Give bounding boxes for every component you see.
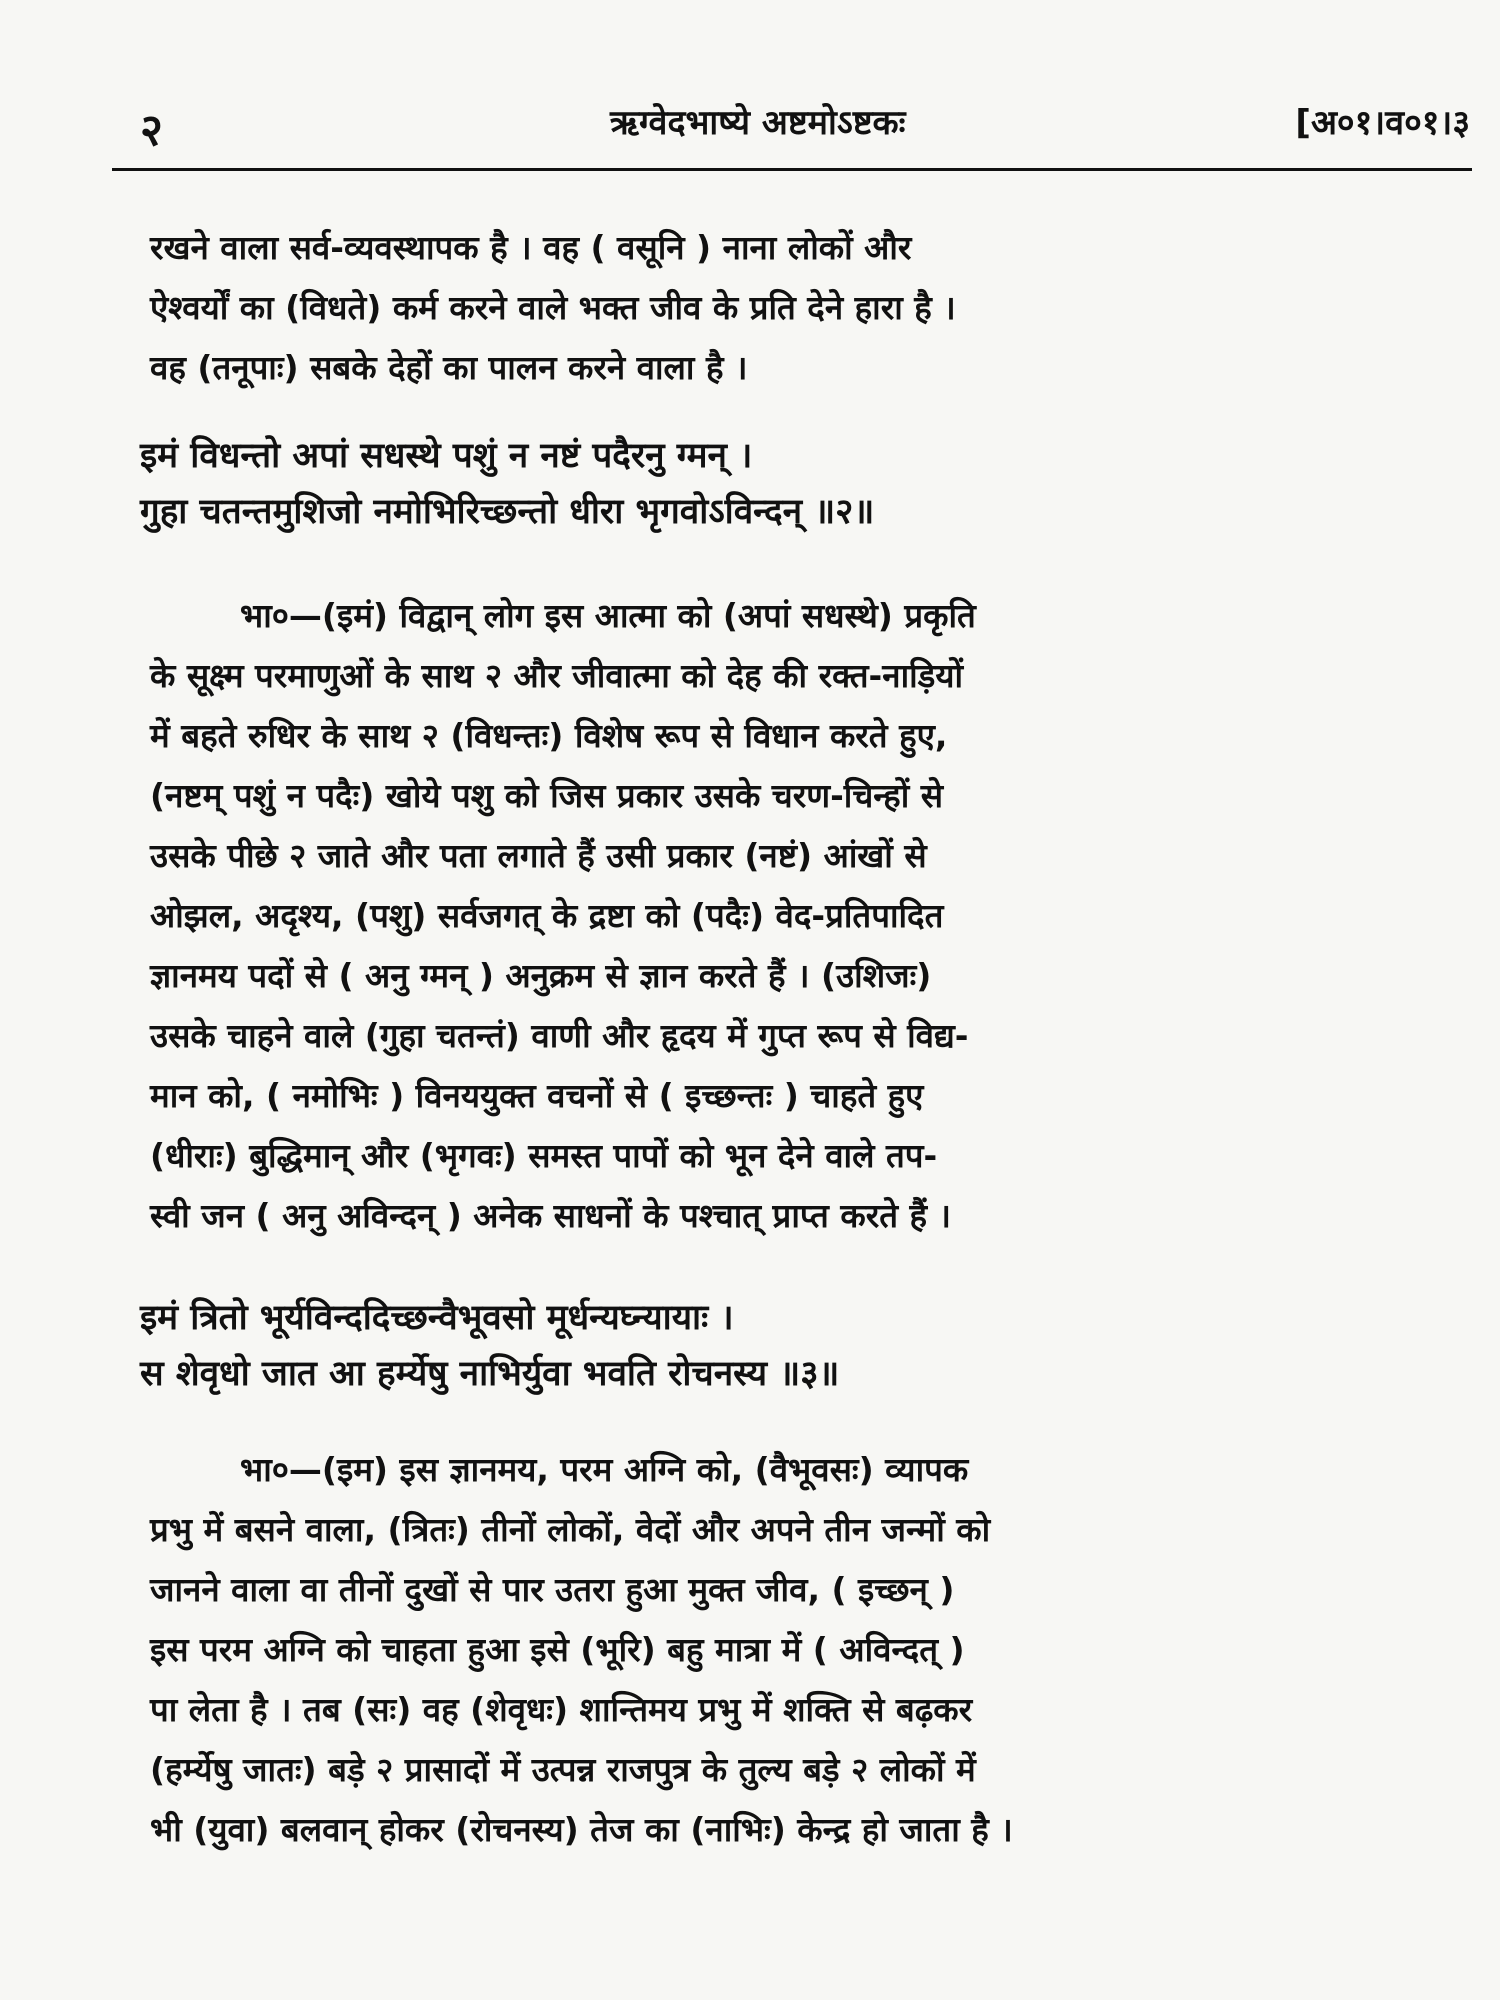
text-line: पा लेता है । तब (सः) वह (शेवृधः) शान्तिमय प्रभु में शक्ति से बढ़कर [150, 1690, 973, 1729]
text-line: वह (तनूपाः) सबके देहों का पालन करने वाला है । [150, 348, 748, 387]
text-line: उसके पीछे २ जाते और पता लगाते हैं उसी प्रकार (नष्टं) आंखों से [150, 836, 927, 875]
text-line: इस परम अग्नि को चाहता हुआ इसे (भूरि) बहु मात्रा में ( अविन्दत् ) [150, 1630, 965, 1669]
commentary-block-2 [150, 586, 1450, 1246]
text-line: मान को, ( नमोभिः ) विनययुक्त वचनों से ( इच्छन्तः ) चाहते हुए [150, 1076, 924, 1115]
text-line: में बहते रुधिर के साथ २ (विधन्तः) विशेष रूप से विधान करते हुए, [150, 716, 948, 755]
text-line: (धीराः) बुद्धिमान् और (भृगवः) समस्त पापों को भून देने वाले तप- [150, 1136, 938, 1175]
text-line: ओझल, अदृश्य, (पशु) सर्वजगत् के द्रष्टा को (पदैः) वेद-प्रतिपादित [150, 896, 944, 935]
text-line: ऐश्वर्यों का (विधते) कर्म करने वाले भक्त जीव के प्रति देने हारा है । [150, 288, 956, 327]
text-line: के सूक्ष्म परमाणुओं के साथ २ और जीवात्मा को देह की रक्त-नाड़ियों [150, 656, 964, 695]
text-line: प्रभु में बसने वाला, (त्रितः) तीनों लोकों, वेदों और अपने तीन जन्मों को [150, 1510, 991, 1549]
text-line: भी (युवा) बलवान् होकर (रोचनस्य) तेज का (नाभिः) केन्द्र हो जाता है । [150, 1810, 1013, 1849]
verse-line: इमं त्रितो भूर्यविन्ददिच्छन्वैभूवसो मूर्धन्यघ्न्यायाः । [140, 1298, 734, 1338]
text-line: उसके चाहने वाले (गुहा चतन्तं) वाणी और हृदय में गुप्त रूप से विद्य- [150, 1016, 969, 1055]
text-line: रखने वाला सर्व-व्यवस्थापक है । वह ( वसूनि ) नाना लोकों और [150, 228, 912, 267]
commentary-block-3 [150, 1440, 1450, 1860]
text-line: स्वी जन ( अनु अविन्दन् ) अनेक साधनों के पश्चात् प्राप्त करते हैं । [150, 1196, 952, 1235]
text-line: भा०—(इम) इस ज्ञानमय, परम अग्नि को, (वैभूवसः) व्यापक [240, 1450, 969, 1489]
commentary-block-1 [150, 218, 1450, 398]
verse-2 [140, 428, 1440, 540]
verse-line: गुहा चतन्तमुशिजो नमोभिरिच्छन्तो धीरा भृगवोऽविन्दन् ॥२॥ [140, 492, 875, 532]
text-line: (हर्म्येषु जातः) बड़े २ प्रासादों में उत्पन्न राजपुत्र के तुल्य बड़े २ लोकों में [150, 1750, 976, 1789]
page-number: २ [140, 105, 163, 156]
running-header [140, 98, 1470, 158]
verse-line: इमं विधन्तो अपां सधस्थे पशुं न नष्टं पदैरनु ग्मन् । [140, 436, 753, 476]
text-line: भा०—(इमं) विद्वान् लोग इस आत्मा को (अपां सधस्थे) प्रकृति [240, 596, 976, 635]
verse-3 [140, 1290, 1440, 1402]
section-reference: [अ०१।व०१।३ [1295, 103, 1470, 143]
verse-line: स शेवृधो जात आ हर्म्येषु नाभिर्युवा भवति रोचनस्य ॥३॥ [140, 1354, 840, 1394]
text-line: (नष्टम् पशुं न पदैः) खोये पशु को जिस प्रकार उसके चरण-चिन्हों से [150, 776, 944, 815]
text-line: ज्ञानमय पदों से ( अनु ग्मन् ) अनुक्रम से ज्ञान करते हैं । (उशिजः) [150, 956, 932, 995]
text-line: जानने वाला वा तीनों दुखों से पार उतरा हुआ मुक्त जीव, ( इच्छन् ) [150, 1570, 955, 1609]
header-rule [112, 168, 1472, 171]
book-title: ऋग्वेदभाष्ये अष्टमोऽष्टकः [610, 103, 906, 143]
